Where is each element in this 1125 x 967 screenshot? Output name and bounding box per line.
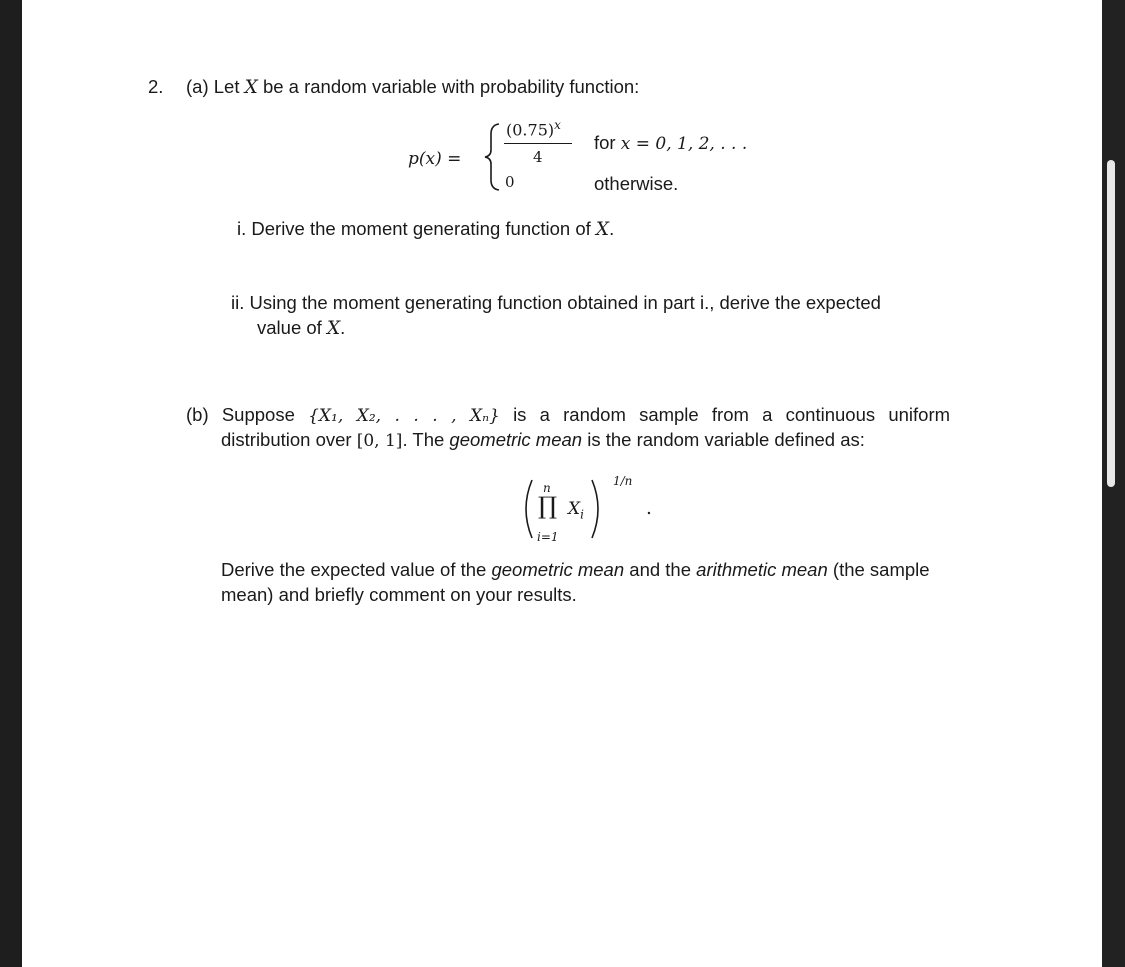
closing-arithmetic-mean: arithmetic mean (696, 559, 828, 580)
part-a-intro (186, 75, 639, 100)
pmf-case2-value: 0 (505, 173, 515, 191)
var-x: X (244, 77, 258, 98)
sub-ii-text-line1: Using the moment generating function obtained in part i., derive the expected (249, 292, 881, 313)
part-a-label: (a) (186, 76, 209, 97)
formula-lower-limit: i=1 (537, 530, 559, 544)
pmf-left-brace (482, 122, 502, 192)
sub-question-ii-line1 (231, 291, 881, 315)
pmf-exponent: x (554, 118, 561, 132)
interval: [0, 1] (356, 431, 403, 451)
sub-i-label: i. (237, 218, 247, 239)
question-number: 2. (148, 76, 164, 97)
part-a-intro-post: be a random variable with probability function: (262, 76, 640, 97)
formula-upper-limit: n (543, 481, 551, 495)
pmf-case1-condition: for x = 0, 1, 2, . . . (594, 132, 748, 154)
scrollbar-thumb[interactable] (1107, 160, 1115, 487)
pmf-case2-condition: otherwise. (594, 173, 679, 194)
pmf-case1-condition-math: x = 0, 1, 2, . . . (620, 134, 748, 154)
pmf-case1-numerator: $(0.75)^x$ (506, 118, 561, 140)
sub-ii-var: X (326, 318, 341, 339)
pmf-fraction-bar (504, 143, 572, 144)
sub-ii-label: ii. (231, 292, 245, 313)
part-b-line1: (b) Suppose {X₁, X₂, . . . , Xₙ} is a random sample from a continuous uniform (186, 404, 951, 426)
part-b-label: (b) (186, 404, 209, 425)
formula-dot: . (646, 498, 652, 519)
formula-exponent: 1/n (613, 474, 633, 488)
pmf-case1-denominator: 4 (533, 148, 543, 166)
part-a-intro-pre: Let (213, 76, 240, 97)
closing-geometric-mean: geometric mean (491, 559, 625, 580)
sample-set: {X₁, X₂, . . . , Xₙ} (308, 406, 500, 426)
pmf-lhs: p(x) = (408, 149, 462, 169)
part-b-line2: distribution over [0, 1]. The geometric mean is the random variable defined as: (221, 429, 865, 451)
term-geometric-mean: geometric mean (449, 429, 583, 450)
sub-i-var: X (595, 219, 610, 240)
sub-i-text: Derive the moment generating function of (251, 218, 591, 239)
sub-question-i: i. Derive the moment generating function of X. (237, 218, 615, 240)
formula-xi: $X_i$ (568, 499, 584, 522)
sub-question-ii-line2: value of X. (257, 317, 346, 339)
formula-product-symbol: ∏ (538, 492, 558, 520)
closing-line1: Derive the expected value of the geometric mean and the arithmetic mean (the sample (221, 559, 930, 580)
closing-line2: mean) and briefly comment on your results. (221, 584, 577, 605)
